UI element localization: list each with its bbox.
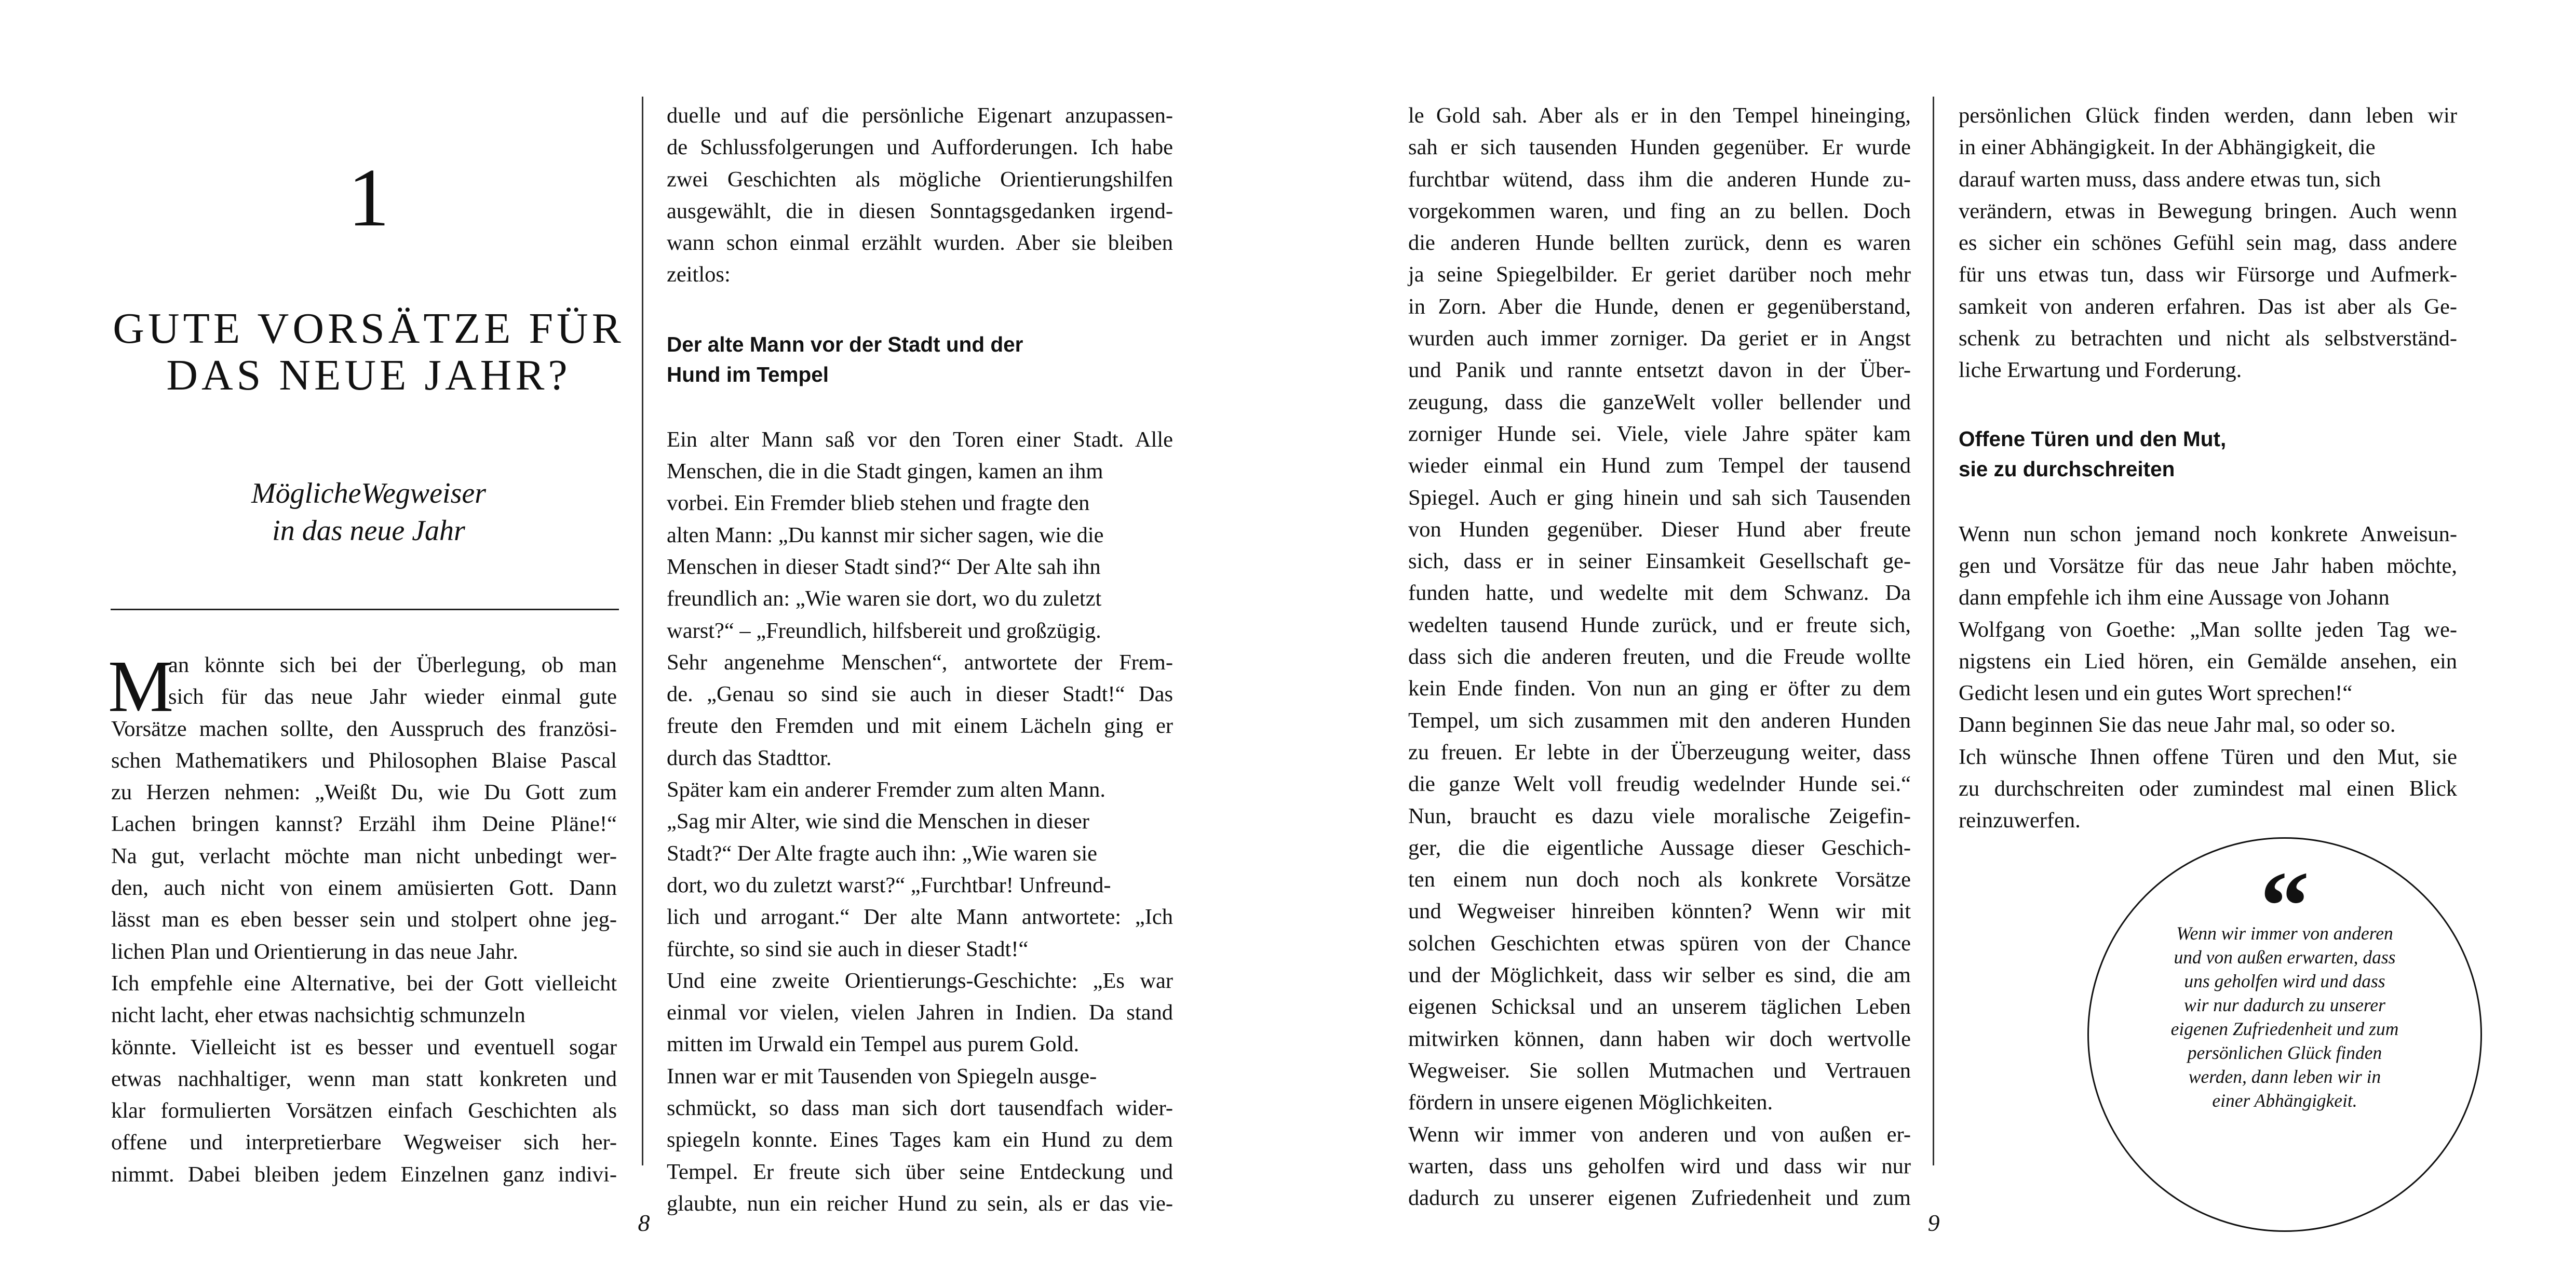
text-line: etwas nachhaltiger, wenn man statt konkreten und [111, 1066, 617, 1091]
text-line: zu durchschreiten oder zumindest mal einen Blick [1959, 776, 2457, 801]
text-line: „Sag mir Alter, wie sind die Menschen in dieser [667, 809, 1089, 834]
text-line: verändern, etwas in Bewegung bringen. Auch wenn [1959, 198, 2457, 223]
chapter-subtitle-line: MöglicheWegweiser [251, 477, 487, 509]
text-line: zeitlos: [667, 262, 731, 287]
text-line: nicht lacht, eher etwas nachsichtig schmunzeln [111, 1003, 525, 1028]
column-divider [642, 97, 643, 1165]
text-line: freute den Fremden und mit einem Lächeln ging er [667, 714, 1173, 739]
text-line: zwei Geschichten als mögliche Orientierungshilfen [667, 167, 1173, 192]
text-line: Stadt?“ Der Alte fragte auch ihn: „Wie waren sie [667, 841, 1098, 866]
text-line: dann empfehle ich ihm eine Aussage von Johann [1959, 585, 2390, 610]
text-line: schen Mathematikers und Philosophen Blaise Pascal [111, 748, 617, 773]
pull-quote [2093, 921, 2477, 1112]
text-line: Na gut, verlacht möchte man nicht unbedingt wer- [111, 843, 617, 868]
chapter-subtitle-line: in das neue Jahr [272, 515, 465, 547]
text-line: Sehr angenehme Menschen“, antwortete der Frem- [667, 650, 1173, 675]
text-line: den, auch nicht von einem amüsierten Gott. Dann [111, 876, 617, 901]
text-line: sich, dass er in seiner Einsamkeit Gesellschaft ge- [1408, 549, 1911, 574]
text-line: nigstens ein Lied hören, ein Gemälde ansehen, ein [1959, 649, 2457, 674]
text-line: es sicher ein schönes Gefühl sein mag, dass andere [1959, 231, 2457, 256]
text-line: solchen Geschichten etwas spüren von der Chance [1408, 931, 1911, 956]
text-line: nimmt. Dabei bleiben jedem Einzelnen ganz indivi- [111, 1162, 617, 1187]
text-line: wurden auch immer zorniger. Da geriet er in Angst [1408, 326, 1911, 351]
text-line: reinzuwerfen. [1959, 808, 2081, 833]
text-line: de Schlussfolgerungen und Aufforderungen. Ich habe [667, 135, 1173, 160]
text-line: klar formulierten Vorsätzen einfach Geschichten als [111, 1098, 617, 1123]
text-line: die ganze Welt voll freudig wedelnder Hunde sei.“ [1408, 772, 1911, 797]
text-line: Spiegel. Auch er ging hinein und sah sich Tausenden [1408, 485, 1911, 510]
text-line: zu Herzen nehmen: „Weißt Du, wie Du Gott zum [111, 780, 617, 805]
text-line: Ich empfehle eine Alternative, bei der Gott vielleicht [111, 971, 617, 996]
pull-quote-line: werden, dann leben wir in [2188, 1066, 2381, 1087]
page-number-left: 8 [638, 1210, 650, 1236]
text-line: wann schon einmal erzählt wurden. Aber sie bleiben [667, 231, 1173, 256]
text-line: samkeit von anderen erfahren. Das ist aber als Ge- [1959, 294, 2457, 319]
text-line: die anderen Hunde bellten zurück, denn es waren [1408, 231, 1911, 256]
text-line: offene und interpretierbare Wegweiser sich her- [111, 1130, 617, 1155]
text-line: Menschen, die in die Stadt gingen, kamen an ihm [667, 459, 1103, 484]
quotation-mark-icon: “ [2260, 852, 2310, 961]
text-line: und der Möglichkeit, dass wir selber es sind, die am [1408, 963, 1911, 988]
text-line: glaubte, nun ein reicher Hund zu sein, als er das vie- [667, 1191, 1173, 1216]
text-line: Nun, braucht es dazu viele moralische Zeigefin- [1408, 803, 1911, 828]
text-line: zeugung, dass die ganzeWelt voller bellender und [1408, 390, 1911, 414]
text-line: dort, wo du zuletzt warst?“ „Furchtbar! Unfreund- [667, 873, 1111, 897]
text-line: Wenn nun schon jemand noch konkrete Anweisun- [1959, 521, 2457, 546]
chapter-title-line: GUTE VORSÄTZE FÜR [113, 304, 625, 353]
text-line: sich für das neue Jahr wieder einmal gute [168, 685, 617, 709]
text-line: ten einem nun doch noch als konkrete Vorsätze [1408, 867, 1911, 892]
text-column-1 [111, 649, 617, 1190]
text-line: warten, dass uns geholfen wird und dass wir nur [1408, 1153, 1911, 1178]
text-line: in Zorn. Aber die Hunde, denen er gegenüberstand, [1408, 294, 1911, 319]
text-line: schmückt, so dass man sich dort tausendfach wider- [667, 1096, 1173, 1121]
chapter-number: 1 [348, 151, 389, 244]
text-line: durch das Stadttor. [667, 745, 832, 770]
chapter-subtitle [109, 475, 628, 549]
text-line: Tempel. Er freute sich über seine Entdeckung und [667, 1159, 1173, 1184]
page-number-right: 9 [1927, 1210, 1940, 1236]
text-line: mitwirken können, dann haben wir doch wertvolle [1408, 1026, 1911, 1051]
text-column-3 [1408, 100, 1911, 1214]
text-line: Ein alter Mann saß vor den Toren einer Stadt. Alle [667, 427, 1173, 452]
text-line: spiegeln konnte. Eines Tages kam ein Hund zu dem [667, 1128, 1173, 1152]
text-line: duelle und auf die persönliche Eigenart anzupassen- [667, 103, 1173, 128]
text-line: lich und arrogant.“ Der alte Mann antwortete: „Ich [667, 905, 1173, 930]
text-line: kein Ende finden. Von nun an ging er öfter zu dem [1408, 676, 1911, 701]
text-line: le Gold sah. Aber als er in den Tempel hineinging, [1408, 103, 1911, 128]
text-line: ausgewählt, die in diesen Sonntagsgedanken irgend- [667, 198, 1173, 223]
text-line: freundlich an: „Wie waren sie dort, wo du zuletzt [667, 586, 1102, 611]
text-line: dadurch zu unserer eigenen Zufriedenheit und zum [1408, 1186, 1911, 1211]
column-divider [1933, 97, 1934, 1165]
text-line: zu freuen. Er lebte in der Überzeugung weiter, dass [1408, 740, 1911, 764]
pull-quote-line: eigenen Zufriedenheit und zum [2170, 1018, 2399, 1039]
section-heading: Der alte Mann vor der Stadt und der [667, 332, 1023, 356]
pull-quote-line: wir nur dadurch zu unserer [2184, 995, 2385, 1015]
text-line: Wenn wir immer von anderen und von außen er- [1408, 1122, 1911, 1147]
text-line: lässt man es eben besser sein und stolpert ohne jeg- [111, 907, 617, 932]
text-line: gen und Vorsätze für das neue Jahr haben möchte, [1959, 553, 2457, 578]
text-line: einmal vor vielen, vielen Jahren in Indien. Da stand [667, 1000, 1173, 1025]
text-line: in einer Abhängigkeit. In der Abhängigkeit, die [1959, 135, 2376, 160]
pull-quote-line: und von außen erwarten, dass [2174, 947, 2396, 968]
text-line: wedelten tausend Hunde zurück, und er freute sich, [1408, 612, 1911, 637]
pull-quote-line: persönlichen Glück finden [2187, 1042, 2382, 1063]
pull-quote-line: Wenn wir immer von anderen [2176, 923, 2393, 944]
text-line: Lachen bringen kannst? Erzähl ihm Deine Pläne!“ [111, 812, 617, 837]
text-line: Innen war er mit Tausenden von Spiegeln ausge- [667, 1064, 1097, 1089]
text-line: ja seine Spiegelbilder. Er geriet darüber noch mehr [1408, 262, 1911, 287]
pull-quote-line: einer Abhängigkeit. [2212, 1090, 2357, 1111]
section-heading: Offene Türen und den Mut, [1959, 426, 2227, 451]
text-line: Wegweiser. Sie sollen Mutmachen und Vertrauen [1408, 1058, 1911, 1083]
chapter-title [109, 305, 628, 399]
text-line: Tempel, um sich zusammen mit den anderen Hunden [1408, 708, 1911, 733]
text-line: fördern in unsere eigenen Möglichkeiten. [1408, 1090, 1773, 1115]
text-line: könnte. Vielleicht ist es besser und eventuell sogar [111, 1035, 617, 1059]
text-column-2 [667, 100, 1173, 1219]
text-line: an könnte sich bei der Überlegung, ob man [168, 653, 617, 677]
title-divider [111, 609, 619, 610]
text-line: liche Erwartung und Forderung. [1959, 358, 2242, 383]
text-line: Und eine zweite Orientierungs-Geschichte: „Es war [667, 968, 1173, 993]
text-line: darauf warten muss, dass andere etwas tun, sich [1959, 167, 2381, 192]
text-line: fürchte, so sind sie auch in dieser Stadt!“ [667, 936, 1029, 961]
text-line: funden hatte, und wedelte mit dem Schwanz. Da [1408, 581, 1911, 606]
text-line: von Hunden gegenüber. Dieser Hund aber freute [1408, 517, 1911, 542]
text-line: Vorsätze machen sollte, den Ausspruch des französi- [111, 716, 617, 741]
text-line: und Panik und rannte entsetzt davon in der Über- [1408, 358, 1911, 383]
text-line: vorgekommen waren, und fing an zu bellen. Doch [1408, 198, 1911, 223]
text-line: schenk zu betrachten und nicht als selbstverständ- [1959, 326, 2457, 351]
text-line: persönlichen Glück finden werden, dann leben wir [1959, 103, 2457, 128]
text-line: Wolfgang von Goethe: „Man sollte jeden Tag we- [1959, 617, 2457, 642]
text-line: Später kam ein anderer Fremder zum alten Mann. [667, 777, 1105, 802]
text-line: sah er sich tausenden Hunden gegenüber. Er wurde [1408, 135, 1911, 160]
text-line: Ich wünsche Ihnen offene Türen und den Mut, sie [1959, 744, 2457, 769]
text-column-4 [1959, 100, 2457, 837]
chapter-title-line: DAS NEUE JAHR? [166, 351, 571, 399]
section-heading: Hund im Tempel [667, 362, 829, 386]
pull-quote-line: uns geholfen wird und dass [2184, 971, 2385, 991]
text-line: wieder einmal ein Hund zum Tempel der tausend [1408, 453, 1911, 478]
text-line: de. „Genau so sind sie auch in dieser Stadt!“ Das [667, 682, 1173, 707]
text-line: und Wegweiser hinreiben könnten? Wenn wir mit [1408, 899, 1911, 924]
text-line: mitten im Urwald ein Tempel aus purem Gold. [667, 1032, 1080, 1057]
text-line: alten Mann: „Du kannst mir sicher sagen, wie die [667, 522, 1104, 547]
drop-cap: M [108, 645, 174, 727]
text-line: ger, die die eigentliche Aussage dieser Geschich- [1408, 835, 1911, 860]
text-line: Dann beginnen Sie das neue Jahr mal, so oder so. [1959, 713, 2396, 737]
text-line: eigenen Schicksal und an unserem täglichen Leben [1408, 995, 1911, 1019]
text-line: furchtbar wütend, dass ihm die anderen Hunde zu- [1408, 167, 1911, 192]
text-line: Gedicht lesen und ein gutes Wort sprechen!“ [1959, 681, 2353, 706]
text-line: vorbei. Ein Fremder blieb stehen und fragte den [667, 491, 1090, 516]
section-heading: sie zu durchschreiten [1959, 457, 2175, 481]
text-line: dass sich die anderen freuten, und die Freude wollte [1408, 645, 1911, 669]
text-line: für uns etwas tun, dass wir Fürsorge und Aufmerk- [1959, 262, 2457, 287]
text-line: Menschen in dieser Stadt sind?“ Der Alte sah ihn [667, 554, 1101, 579]
text-line: zorniger Hunde sei. Viele, viele Jahre später kam [1408, 421, 1911, 446]
text-line: lichen Plan und Orientierung in das neue Jahr. [111, 939, 518, 964]
text-line: warst?“ – „Freundlich, hilfsbereit und großzügig. [667, 618, 1101, 643]
